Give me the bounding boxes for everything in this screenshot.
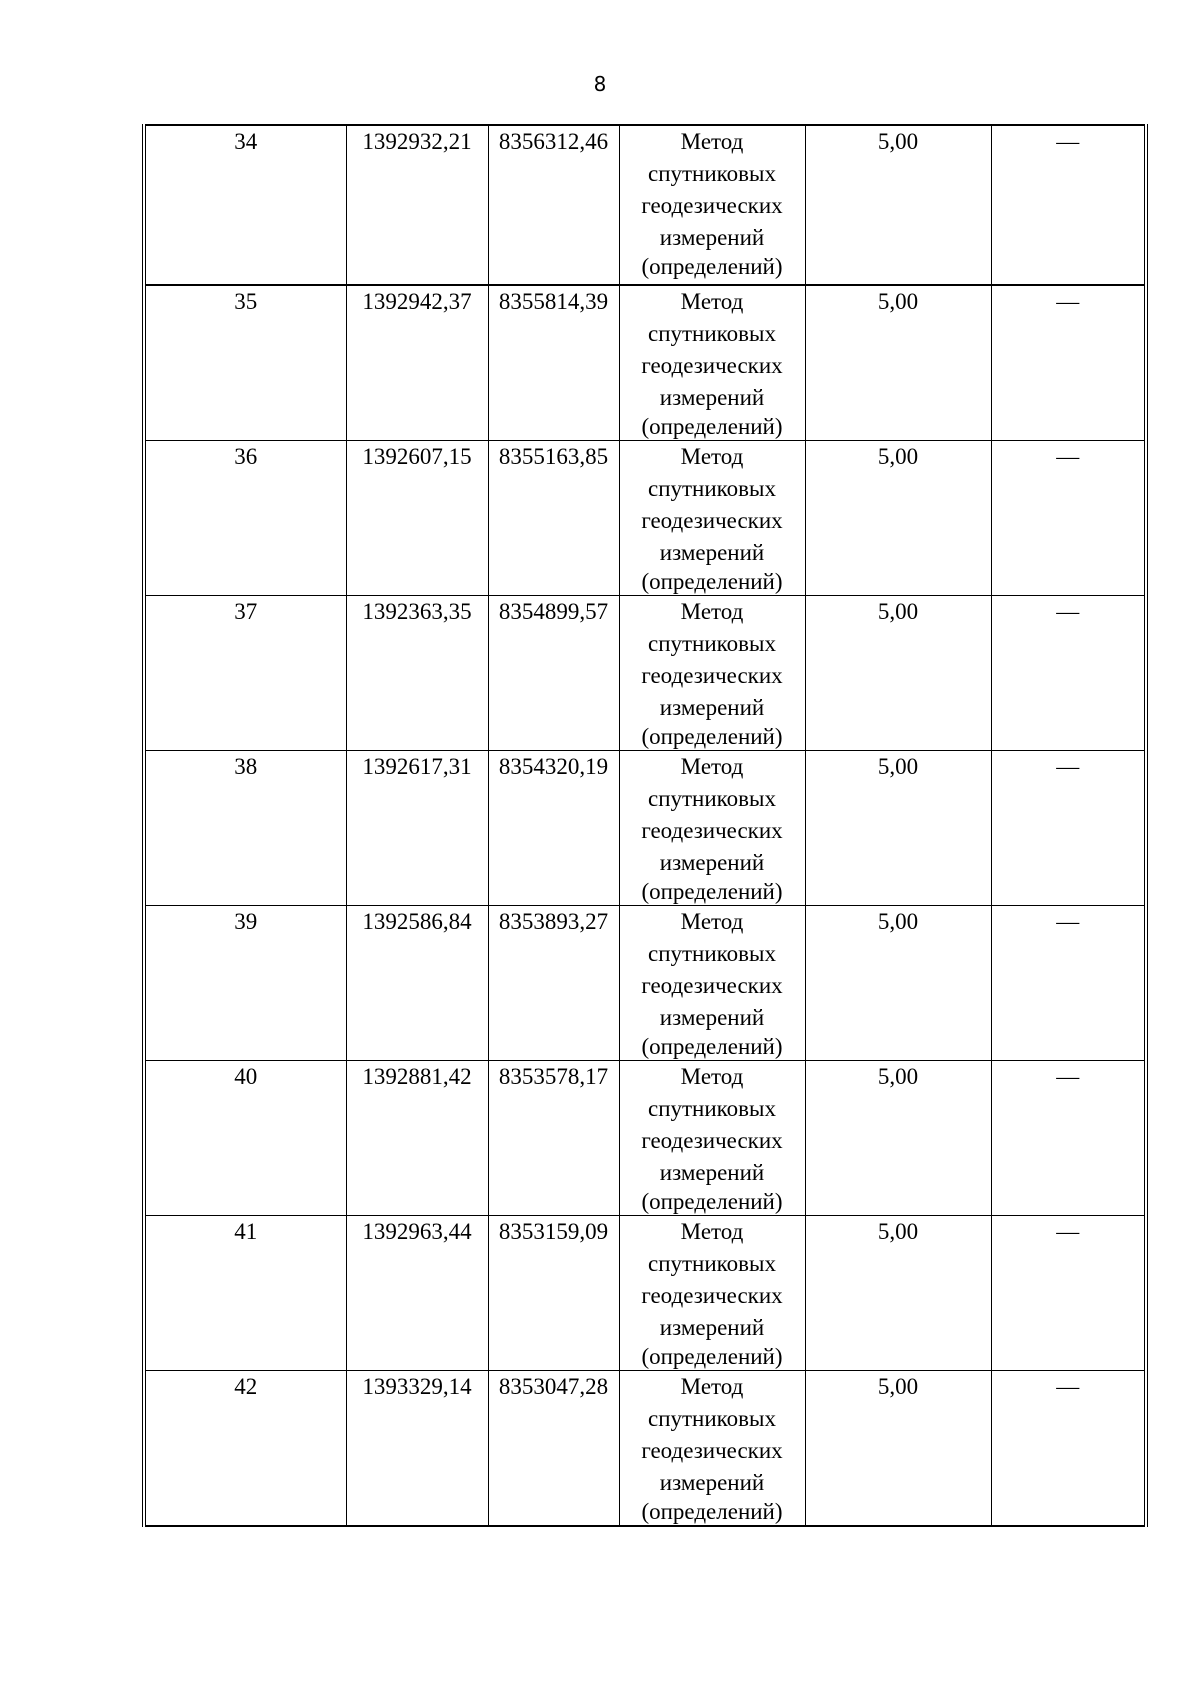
method-line: спутниковых [647, 321, 776, 346]
method-line: Метод [680, 599, 744, 624]
method-line: (определений) [641, 724, 783, 749]
method-line: (определений) [641, 569, 783, 594]
point-number-cell: 42 [144, 1371, 346, 1527]
method-cell [619, 1061, 805, 1216]
x-coordinate-cell: 1392963,44 [346, 1216, 488, 1371]
method-line: Метод [680, 129, 744, 154]
point-number-cell: 37 [144, 596, 346, 751]
method-cell [619, 1216, 805, 1371]
x-coordinate-cell: 1392932,21 [346, 125, 488, 285]
y-coordinate-cell: 8354899,57 [488, 596, 619, 751]
y-coordinate-cell: 8356312,46 [488, 125, 619, 285]
x-coordinate-cell: 1392617,31 [346, 751, 488, 906]
x-coordinate-cell: 1392942,37 [346, 285, 488, 441]
method-line: геодезических [641, 1283, 783, 1308]
method-cell [619, 906, 805, 1061]
method-line: измерений [659, 695, 765, 720]
method-line: геодезических [641, 818, 783, 843]
accuracy-cell: 5,00 [805, 125, 991, 285]
method-line: Метод [680, 289, 744, 314]
method-line: (определений) [641, 879, 783, 904]
method-line: геодезических [641, 663, 783, 688]
table-row [144, 751, 1146, 906]
description-cell: — [991, 441, 1146, 596]
point-number-cell: 38 [144, 751, 346, 906]
method-line: спутниковых [647, 786, 776, 811]
page-number: 8 [593, 72, 607, 96]
table-row [144, 1371, 1146, 1527]
method-line: спутниковых [647, 631, 776, 656]
method-line: (определений) [641, 254, 783, 279]
x-coordinate-cell: 1392607,15 [346, 441, 488, 596]
table-body [144, 125, 1146, 1526]
method-line: спутниковых [647, 161, 776, 186]
accuracy-cell: 5,00 [805, 751, 991, 906]
description-cell: — [991, 1061, 1146, 1216]
method-line: Метод [680, 1219, 744, 1244]
point-number-cell: 39 [144, 906, 346, 1061]
method-cell [619, 1371, 805, 1527]
description-cell: — [991, 596, 1146, 751]
method-line: спутниковых [647, 1096, 776, 1121]
x-coordinate-cell: 1392363,35 [346, 596, 488, 751]
method-line: Метод [680, 909, 744, 934]
table-row [144, 285, 1146, 441]
accuracy-cell: 5,00 [805, 441, 991, 596]
description-cell: — [991, 285, 1146, 441]
table-row [144, 1216, 1146, 1371]
accuracy-cell: 5,00 [805, 1371, 991, 1527]
description-cell: — [991, 751, 1146, 906]
method-line: (определений) [641, 1189, 783, 1214]
method-line: геодезических [641, 353, 783, 378]
accuracy-cell: 5,00 [805, 906, 991, 1061]
method-line: (определений) [641, 414, 783, 439]
method-line: (определений) [641, 1499, 783, 1524]
method-line: Метод [680, 444, 744, 469]
accuracy-cell: 5,00 [805, 596, 991, 751]
method-line: геодезических [641, 1128, 783, 1153]
accuracy-cell: 5,00 [805, 285, 991, 441]
method-cell [619, 751, 805, 906]
x-coordinate-cell: 1392586,84 [346, 906, 488, 1061]
point-number-cell: 41 [144, 1216, 346, 1371]
method-line: спутниковых [647, 1406, 776, 1431]
method-cell [619, 441, 805, 596]
method-line: измерений [659, 1005, 765, 1030]
method-line: геодезических [641, 508, 783, 533]
method-line: измерений [659, 1160, 765, 1185]
method-cell [619, 285, 805, 441]
point-number-cell: 36 [144, 441, 346, 596]
y-coordinate-cell: 8353159,09 [488, 1216, 619, 1371]
table-row [144, 906, 1146, 1061]
method-line: измерений [659, 385, 765, 410]
method-line: измерений [659, 1470, 765, 1495]
description-cell: — [991, 1371, 1146, 1527]
x-coordinate-cell: 1392881,42 [346, 1061, 488, 1216]
description-cell: — [991, 125, 1146, 285]
point-number-cell: 34 [144, 125, 346, 285]
method-line: Метод [680, 1064, 744, 1089]
coordinates-table [142, 124, 1148, 1527]
method-line: (определений) [641, 1344, 783, 1369]
method-cell [619, 596, 805, 751]
method-line: геодезических [641, 973, 783, 998]
method-line: измерений [659, 225, 765, 250]
method-line: измерений [659, 1315, 765, 1340]
method-line: геодезических [641, 193, 783, 218]
y-coordinate-cell: 8353893,27 [488, 906, 619, 1061]
method-line: измерений [659, 540, 765, 565]
y-coordinate-cell: 8353047,28 [488, 1371, 619, 1527]
description-cell: — [991, 906, 1146, 1061]
x-coordinate-cell: 1393329,14 [346, 1371, 488, 1527]
method-line: спутниковых [647, 1251, 776, 1276]
table-row [144, 125, 1146, 285]
method-line: спутниковых [647, 941, 776, 966]
method-line: Метод [680, 754, 744, 779]
point-number-cell: 35 [144, 285, 346, 441]
method-line: геодезических [641, 1438, 783, 1463]
method-line: измерений [659, 850, 765, 875]
description-cell: — [991, 1216, 1146, 1371]
y-coordinate-cell: 8355163,85 [488, 441, 619, 596]
method-line: Метод [680, 1374, 744, 1399]
y-coordinate-cell: 8354320,19 [488, 751, 619, 906]
y-coordinate-cell: 8353578,17 [488, 1061, 619, 1216]
table-row [144, 441, 1146, 596]
method-line: (определений) [641, 1034, 783, 1059]
accuracy-cell: 5,00 [805, 1216, 991, 1371]
point-number-cell: 40 [144, 1061, 346, 1216]
table-row [144, 1061, 1146, 1216]
y-coordinate-cell: 8355814,39 [488, 285, 619, 441]
table-row [144, 596, 1146, 751]
method-cell [619, 125, 805, 285]
accuracy-cell: 5,00 [805, 1061, 991, 1216]
method-line: спутниковых [647, 476, 776, 501]
